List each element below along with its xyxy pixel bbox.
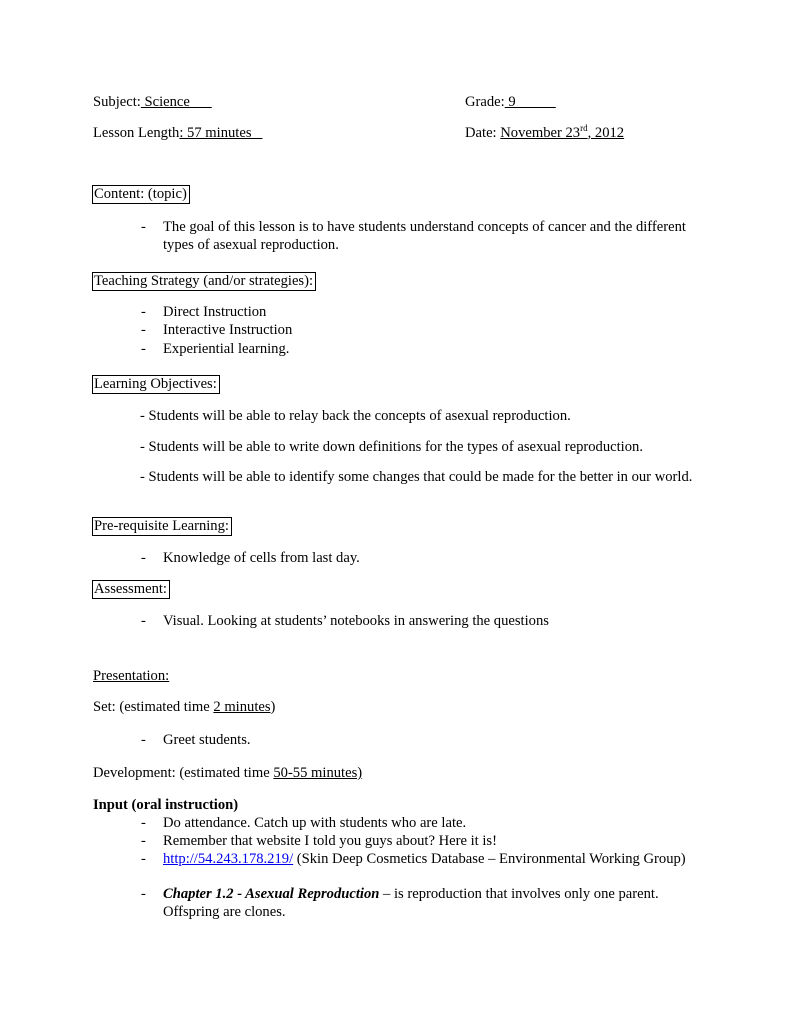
list-item-link: [163, 850, 703, 868]
development-time: 50-55 minutes): [273, 765, 363, 781]
lesson-length-line: [93, 124, 262, 142]
grade-line: [465, 93, 556, 111]
content-heading: [92, 185, 190, 203]
list-item: Interactive Instruction: [163, 322, 293, 338]
set-time: 2 minutes: [213, 699, 271, 715]
list-dash: -: [141, 550, 146, 566]
set-label: Set: (estimated time: [93, 699, 214, 715]
prerequisite-heading-text: Pre-requisite Learning:: [92, 517, 232, 536]
chapter-title: Chapter 1.2 - Asexual Reproduction: [163, 886, 380, 902]
subject-label: Subject:: [93, 94, 141, 110]
assessment-heading: [92, 580, 170, 598]
content-dash: -: [141, 219, 146, 235]
lesson-length-value: : 57 minutes: [179, 125, 263, 141]
set-line: [93, 698, 275, 716]
assessment-heading-text: Assessment:: [92, 580, 170, 599]
content-text: The goal of this lesson is to have students understand concepts of cancer and the different types of asexual reproduction.: [163, 219, 686, 253]
list-item: Experiential learning.: [163, 341, 290, 357]
date-value-suffix: rd: [580, 123, 588, 134]
list-dash: -: [141, 341, 146, 357]
list-dash: -: [141, 886, 146, 902]
grade-label: Grade:: [465, 94, 505, 110]
objective-item: - Students will be able to write down definitions for the types of asexual reproduction.: [140, 439, 643, 455]
content-heading-text: Content: (topic): [92, 185, 190, 204]
list-item: Direct Instruction: [163, 304, 267, 320]
list-item: Greet students.: [163, 732, 251, 748]
list-dash: -: [141, 851, 146, 867]
list-dash: -: [141, 304, 146, 320]
set-close: ): [270, 699, 276, 715]
chapter-description: – is reproduction that involves only one parent. Offspring are clones.: [163, 886, 663, 920]
link-description: (Skin Deep Cosmetics Database – Environmental Working Group): [293, 851, 686, 867]
list-item-chapter: [163, 885, 708, 921]
teaching-strategy-heading-text: Teaching Strategy (and/or strategies):: [92, 272, 316, 291]
teaching-strategy-heading: [92, 272, 316, 290]
subject-line: [93, 93, 212, 111]
list-item: Do attendance. Catch up with students who are late.: [163, 815, 467, 831]
prerequisite-heading: [92, 517, 232, 535]
date-label: Date:: [465, 125, 501, 141]
list-item: Remember that website I told you guys about? Here it is!: [163, 833, 497, 849]
presentation-heading: Presentation:: [93, 668, 170, 684]
date-value-year: , 2012: [587, 125, 625, 141]
grade-value: 9: [504, 94, 556, 110]
list-dash: -: [141, 732, 146, 748]
development-line: [93, 764, 362, 782]
date-line: [465, 124, 624, 142]
list-dash: -: [141, 815, 146, 831]
objective-item: - Students will be able to relay back the concepts of asexual reproduction.: [140, 408, 571, 424]
development-label: Development: (estimated time: [93, 765, 274, 781]
list-dash: -: [141, 613, 146, 629]
list-item: Knowledge of cells from last day.: [163, 550, 360, 566]
list-dash: -: [141, 833, 146, 849]
date-value-day: November 23: [500, 125, 581, 141]
learning-objectives-heading-text: Learning Objectives:: [92, 375, 220, 394]
subject-value: Science: [140, 94, 212, 110]
objective-item: - Students will be able to identify some changes that could be made for the better in our world.: [140, 469, 693, 485]
learning-objectives-heading: [92, 375, 220, 393]
date-value: [500, 125, 624, 141]
list-item: Visual. Looking at students’ notebooks in answering the questions: [163, 613, 549, 629]
list-dash: -: [141, 322, 146, 338]
input-heading: Input (oral instruction): [93, 797, 239, 813]
lesson-length-label: Lesson Length: [93, 125, 180, 141]
database-link[interactable]: http://54.243.178.219/: [163, 851, 294, 867]
